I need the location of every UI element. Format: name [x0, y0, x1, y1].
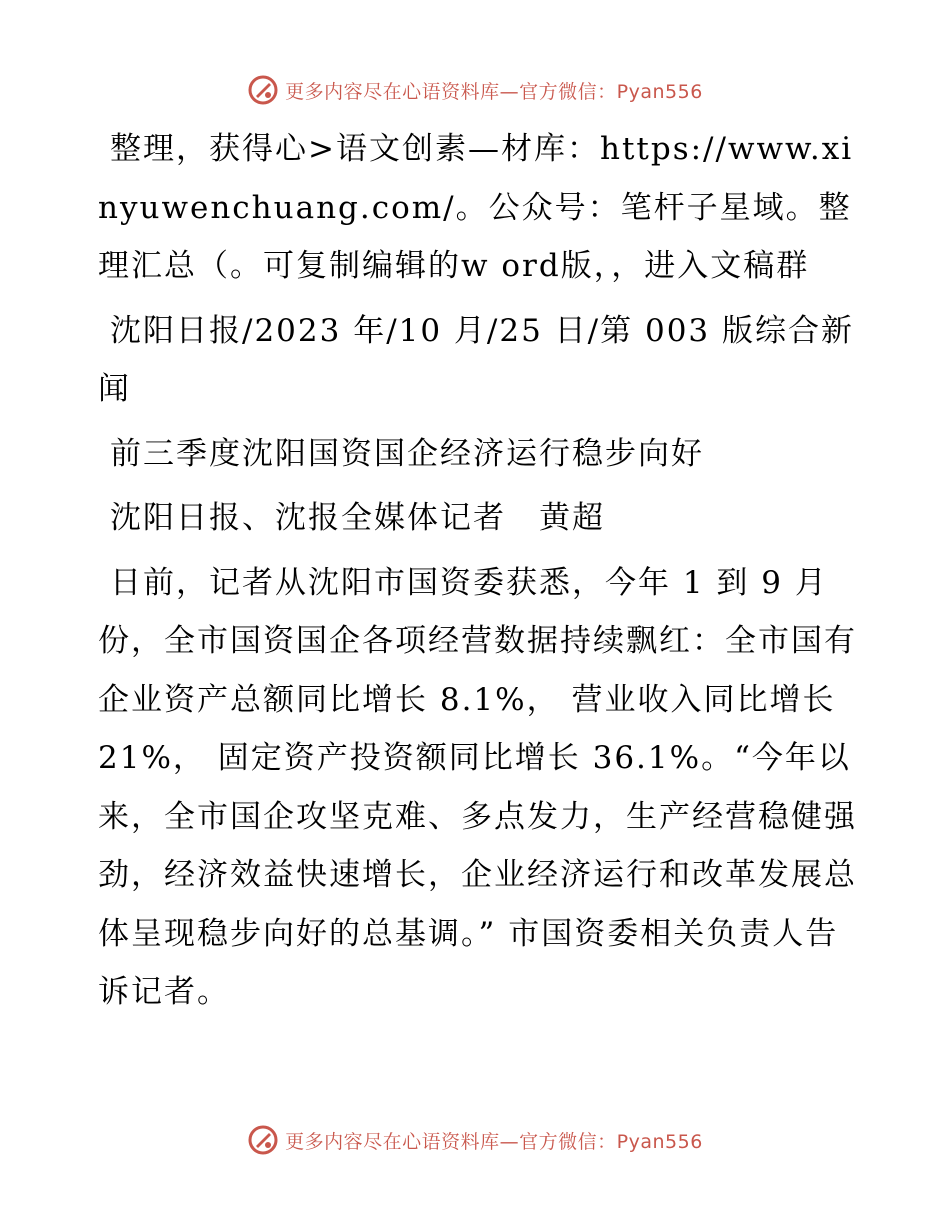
brand-logo-icon [247, 74, 279, 106]
publication-line: 沈阳日报/2023 年/10 月/25 日/第 003 版综合新闻 [98, 312, 855, 407]
article-title: 前三季度沈阳国资国企经济运行稳步向好 [110, 435, 704, 472]
watermark-text: 更多内容尽在心语资料库—官方微信：Pyan556 [285, 80, 703, 103]
document-body [98, 120, 858, 1022]
byline: 沈阳日报、沈报全媒体记者 黄超 [110, 500, 605, 536]
brand-logo-icon [247, 1124, 279, 1156]
source-note-paragraph: 整理，获得心>语文创素—材库：https://www.xinyuwenchuang.com/。公众号：笔杆子星域。整理汇总（。可复制编辑的w ord版，，进入文稿群 [98, 131, 854, 284]
footer-watermark [0, 1120, 950, 1160]
article-paragraph: 日前，记者从沈阳市国资委获悉，今年 1 到 9 月份，全市国资国企各项经营数据持续飘红：全市国有企业资产总额同比增长 8.1%， 营业收入同比增长 21%， 固定资产投资额同比增长 36.1%。“今年以来，全市国企攻坚克难、多点发力，生产经营稳健强劲，经济效益快速增长，企业经济运行和改革发展总体呈现稳步向好的总基调。” 市国资委相关负责人告诉记者。 [98, 564, 857, 1010]
header-watermark [0, 70, 950, 110]
watermark-text: 更多内容尽在心语资料库—官方微信：Pyan556 [285, 1130, 703, 1153]
